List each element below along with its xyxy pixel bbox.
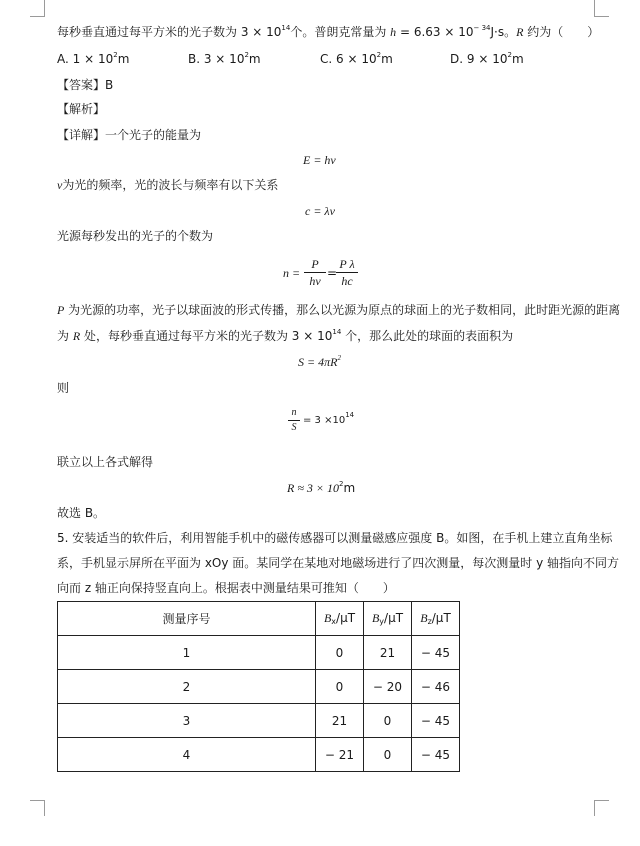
table-row (58, 670, 460, 704)
cell-bx: 0 (316, 636, 364, 670)
q5-line2: 系，手机显示屏所在平面为 xOy 面。某同学在某地对地磁场进行了四次测量，每次测量时 y 轴指向不同方 (57, 556, 620, 570)
equation-wave: c = λν (305, 204, 335, 218)
q-text: 个。普朗克常量为 (290, 25, 391, 39)
detail-label: 【详解】一个光子的能量为 (57, 128, 202, 142)
option-c: C. $6 \times 10^2m$ (320, 51, 393, 66)
combine-text: 联立以上各式解得 (57, 455, 154, 469)
fraction-denominator: hν (304, 272, 326, 290)
fraction-numerator: P λ (339, 257, 355, 271)
crop-mark-top-left (44, 0, 45, 16)
crop-mark-bottom-right (594, 800, 595, 816)
r-symbol: R (516, 25, 524, 39)
cell-bz: − 45 (412, 738, 460, 772)
axis-subscript: x (331, 617, 337, 626)
q5-line1: 5. 安装适当的软件后，利用智能手机中的磁传感器可以测量磁感应强度 B。如图，在手机上建立直角坐标 (57, 531, 613, 545)
frequency-text: ν为光的频率，光的波长与频率有以下关系 (57, 178, 279, 192)
cell-bx: − 21 (316, 738, 364, 772)
option-a: A. $1 \times 10^2m$ (57, 51, 130, 66)
q-text: 约为（ ） (523, 25, 600, 39)
unit-text: /μT (384, 611, 404, 625)
crop-mark-top-right-h (594, 16, 609, 17)
crop-mark-bottom-left (44, 800, 45, 816)
fraction-numerator: n (291, 407, 297, 418)
cell-index: 2 (58, 670, 316, 704)
q-text: 每秒垂直通过每平方米的光子数为 3 × 10 (57, 25, 282, 39)
q-exp: 14 (281, 24, 291, 32)
header-bx (316, 602, 364, 636)
answer-label: 【答案】B (57, 78, 114, 92)
photon-count-text: 光源每秒发出的光子的个数为 (57, 229, 214, 243)
b-symbol: B (420, 611, 428, 625)
fraction-n-over-s (288, 406, 300, 435)
crop-mark-top-left-h (30, 16, 45, 17)
paragraph-power-line2: 为 R 处，每秒垂直通过每平方米的光子数为 $3 \times 10^{14}$ 个，那么此处的球面的表面积为 (57, 328, 514, 343)
fraction-denominator: hc (336, 272, 358, 290)
fraction-denominator: S (288, 420, 300, 435)
h-symbol: h (390, 25, 397, 39)
b-symbol: B (323, 611, 332, 625)
cell-index: 3 (58, 704, 316, 738)
cell-by: 0 (364, 704, 412, 738)
fraction-plambda-over-hc (336, 256, 358, 290)
cell-bz: − 45 (412, 636, 460, 670)
cell-bz: − 45 (412, 704, 460, 738)
cell-by: 0 (364, 738, 412, 772)
crop-mark-top-right (594, 0, 595, 16)
analysis-label: 【解析】 (57, 102, 106, 116)
cell-bz: − 46 (412, 670, 460, 704)
q-exp: − 34 (473, 24, 491, 32)
q5-line3: 向而 z 轴正向保持竖直向上。根据表中测量结果可推知（ ） (57, 581, 395, 595)
equation-sphere-area: $S = 4\pi R^2$ (298, 354, 341, 369)
table-row (58, 704, 460, 738)
table-header-row (58, 602, 460, 636)
q-text: = 6.63 × 10 (396, 25, 474, 39)
conclusion-text: 故选 B。 (57, 506, 106, 520)
cell-bx: 21 (316, 704, 364, 738)
equation-equals: = (327, 266, 338, 280)
header-bz (412, 602, 460, 636)
unit-text: /μT (336, 611, 356, 625)
table-row (58, 738, 460, 772)
equation-ns-rhs: = $3 \times 10^{14}$ (303, 411, 355, 426)
then-text: 则 (57, 381, 70, 395)
equation-result: $R \approx 3 \times 10^2m$ (287, 480, 356, 495)
fraction-p-over-hnu (304, 256, 326, 290)
q-text: J·s。 (490, 25, 517, 39)
cell-by: − 20 (364, 670, 412, 704)
b-symbol: B (371, 611, 380, 625)
header-index: 测量序号 (58, 602, 316, 636)
equation-energy: E = hν (303, 153, 336, 167)
fraction-numerator: P (311, 257, 319, 271)
question-text-top (57, 24, 599, 40)
crop-mark-bottom-left-h (30, 800, 45, 801)
axis-subscript: y (379, 617, 385, 626)
option-b: B. $3 \times 10^2m$ (188, 51, 261, 66)
equation-n-lhs: n = (283, 266, 301, 280)
cell-by: 21 (364, 636, 412, 670)
cell-index: 4 (58, 738, 316, 772)
option-d: D. $9 \times 10^2m$ (450, 51, 524, 66)
header-by (364, 602, 412, 636)
axis-subscript: z (427, 617, 432, 626)
table-row (58, 636, 460, 670)
cell-index: 1 (58, 636, 316, 670)
paragraph-power-line1: P 为光源的功率，光子以球面波的形式传播，那么以光源为原点的球面上的光子数相同，此时距光源的距离 (57, 303, 621, 317)
unit-text: /μT (431, 611, 451, 625)
crop-mark-bottom-right-h (594, 800, 609, 801)
measurement-table (57, 601, 460, 772)
cell-bx: 0 (316, 670, 364, 704)
